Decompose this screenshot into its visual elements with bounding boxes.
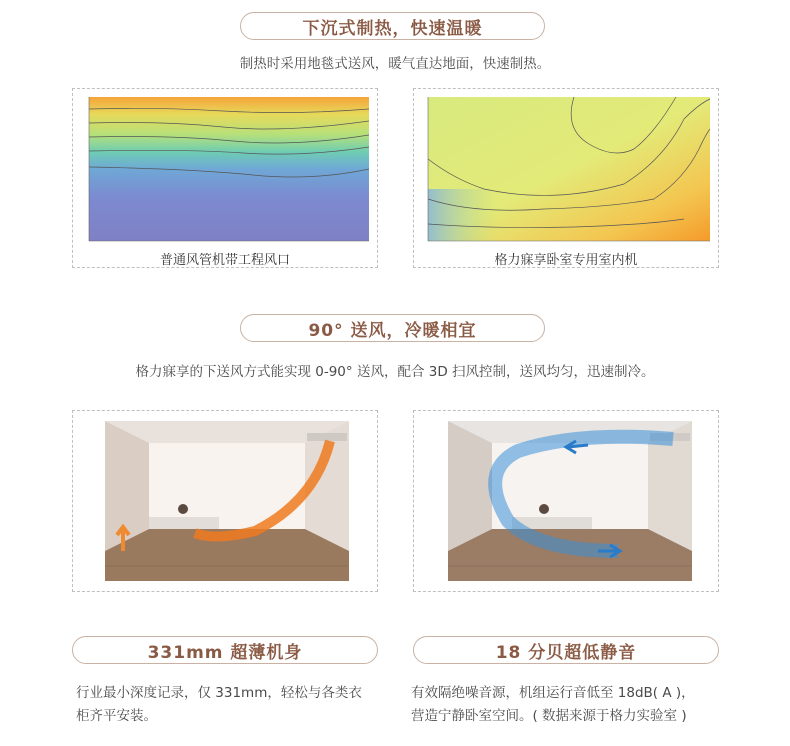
thin-body-text-line-2: 柜齐平安装。 <box>76 708 157 724</box>
quiet-text-line-2: 营造宁静卧室空间。( 数据来源于格力实验室 ) <box>411 708 687 724</box>
heating-description: 制热时采用地毯式送风，暖气直达地面，快速制热。 <box>239 56 551 72</box>
heatmap-panel-gree <box>413 88 719 268</box>
heating-title-pill <box>240 12 545 40</box>
warm-room-panel <box>72 410 378 592</box>
heatmap-panel-normal <box>72 88 378 268</box>
cool-room-panel <box>413 410 719 592</box>
airflow-description: 格力寐享的下送风方式能实现 0-90° 送风，配合 3D 扫风控制，送风均匀，迅速制冷。 <box>135 364 655 380</box>
cool-room-image <box>448 421 692 581</box>
airflow-title-pill <box>240 314 545 342</box>
quiet-title: 18 分贝超低静音 <box>495 642 637 663</box>
quiet-title-pill <box>413 636 719 664</box>
airflow-title: 90° 送风，冷暖相宜 <box>308 320 477 341</box>
quiet-text-line-1: 有效隔绝噪音源，机组运行音低至 18dB( A )， <box>411 685 695 701</box>
heatmap-gree-unit <box>414 89 718 249</box>
warm-room-image <box>105 421 349 581</box>
quiet-text <box>411 682 771 728</box>
heatmap-normal-duct <box>73 89 377 249</box>
thin-body-title-pill <box>72 636 378 664</box>
thin-body-text <box>76 682 386 728</box>
heatmap-normal-caption: 普通风管机带工程风口 <box>159 253 290 268</box>
thin-body-title: 331mm 超薄机身 <box>147 642 303 663</box>
heatmap-gree-caption: 格力寐享卧室专用室内机 <box>494 253 638 268</box>
thin-body-text-line-1: 行业最小深度记录，仅 331mm，轻松与各类衣 <box>76 685 362 701</box>
heating-title: 下沉式制热，快速温暖 <box>302 18 483 39</box>
